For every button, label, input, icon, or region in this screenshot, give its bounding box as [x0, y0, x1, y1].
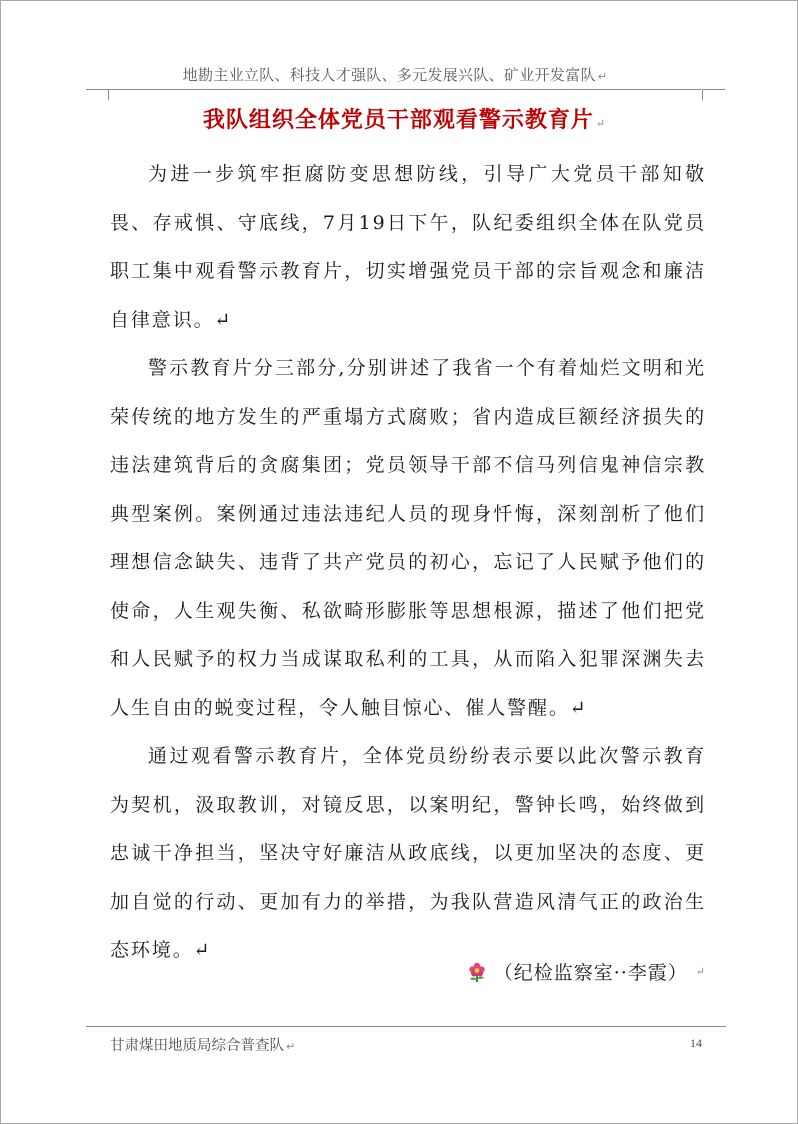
signature — [466, 958, 706, 985]
footer-org: 甘肃煤田地质局综合普查队 — [110, 1038, 284, 1054]
article-title — [108, 103, 701, 134]
paragraph-1: 为进一步筑牢拒腐防变思想防线，引导广大党员干部知敬畏、存戒惧、守底线，7月19日下午，队纪委组织全体在队党员职工集中观看警示教育片，切实增强党员干部的宗旨观念和廉洁自律意识。↵ — [110, 163, 706, 331]
footer-rule — [86, 1026, 726, 1027]
signature-text: （纪检监察室··李霞） — [493, 962, 688, 984]
paragraph-mark: ↵ — [595, 117, 607, 130]
paragraph-mark: ↵ — [695, 965, 706, 978]
paragraph-mark: ↵ — [597, 70, 608, 83]
paragraph-3: 通过观看警示教育片，全体党员纷纷表示要以此次警示教育为契机，汲取教训，对镜反思，以案明纪，警钟长鸣，始终做到忠诚干净担当，坚决守好廉洁从政底线，以更加坚决的态度、更加自觉的行动、更加有力的举措，为我队营造风清气正的政治生态环境。↵ — [110, 745, 706, 961]
page-header — [80, 64, 710, 85]
article-title-text: 我队组织全体党员干部观看警示教育片 — [202, 107, 594, 133]
article-body — [110, 150, 706, 975]
paragraph-2: 警示教育片分三部分,分别讲述了我省一个有着灿烂文明和光荣传统的地方发生的严重塌方式腐败；省内造成巨额经济损失的违法建筑背后的贪腐集团；党员领导干部不信马列信鬼神信宗教典型案例。案例通过违法违纪人员的现身忏悔，深刻剖析了他们理想信念缺失、违背了共产党员的初心，忘记了人民赋予他们的使命，人生观失衡、私欲畸形膨胀等思想根源，描述了他们把党和人民赋予的权力当成谋取私利的工具，从而陷入犯罪深渊失去人生自由的蜕变过程，令人触目惊心、催人警醒。↵ — [110, 357, 706, 719]
header-corner-right — [702, 89, 725, 100]
page-footer — [110, 1034, 295, 1055]
page-number: 14 — [690, 1036, 702, 1050]
flower-icon — [466, 961, 488, 983]
paragraph-mark: ↵ — [286, 1040, 296, 1053]
header-rule — [108, 89, 701, 90]
header-corner-left — [86, 89, 109, 100]
header-text: 地勘主业立队、科技人才强队、多元发展兴队、矿业开发富队 — [182, 66, 596, 84]
